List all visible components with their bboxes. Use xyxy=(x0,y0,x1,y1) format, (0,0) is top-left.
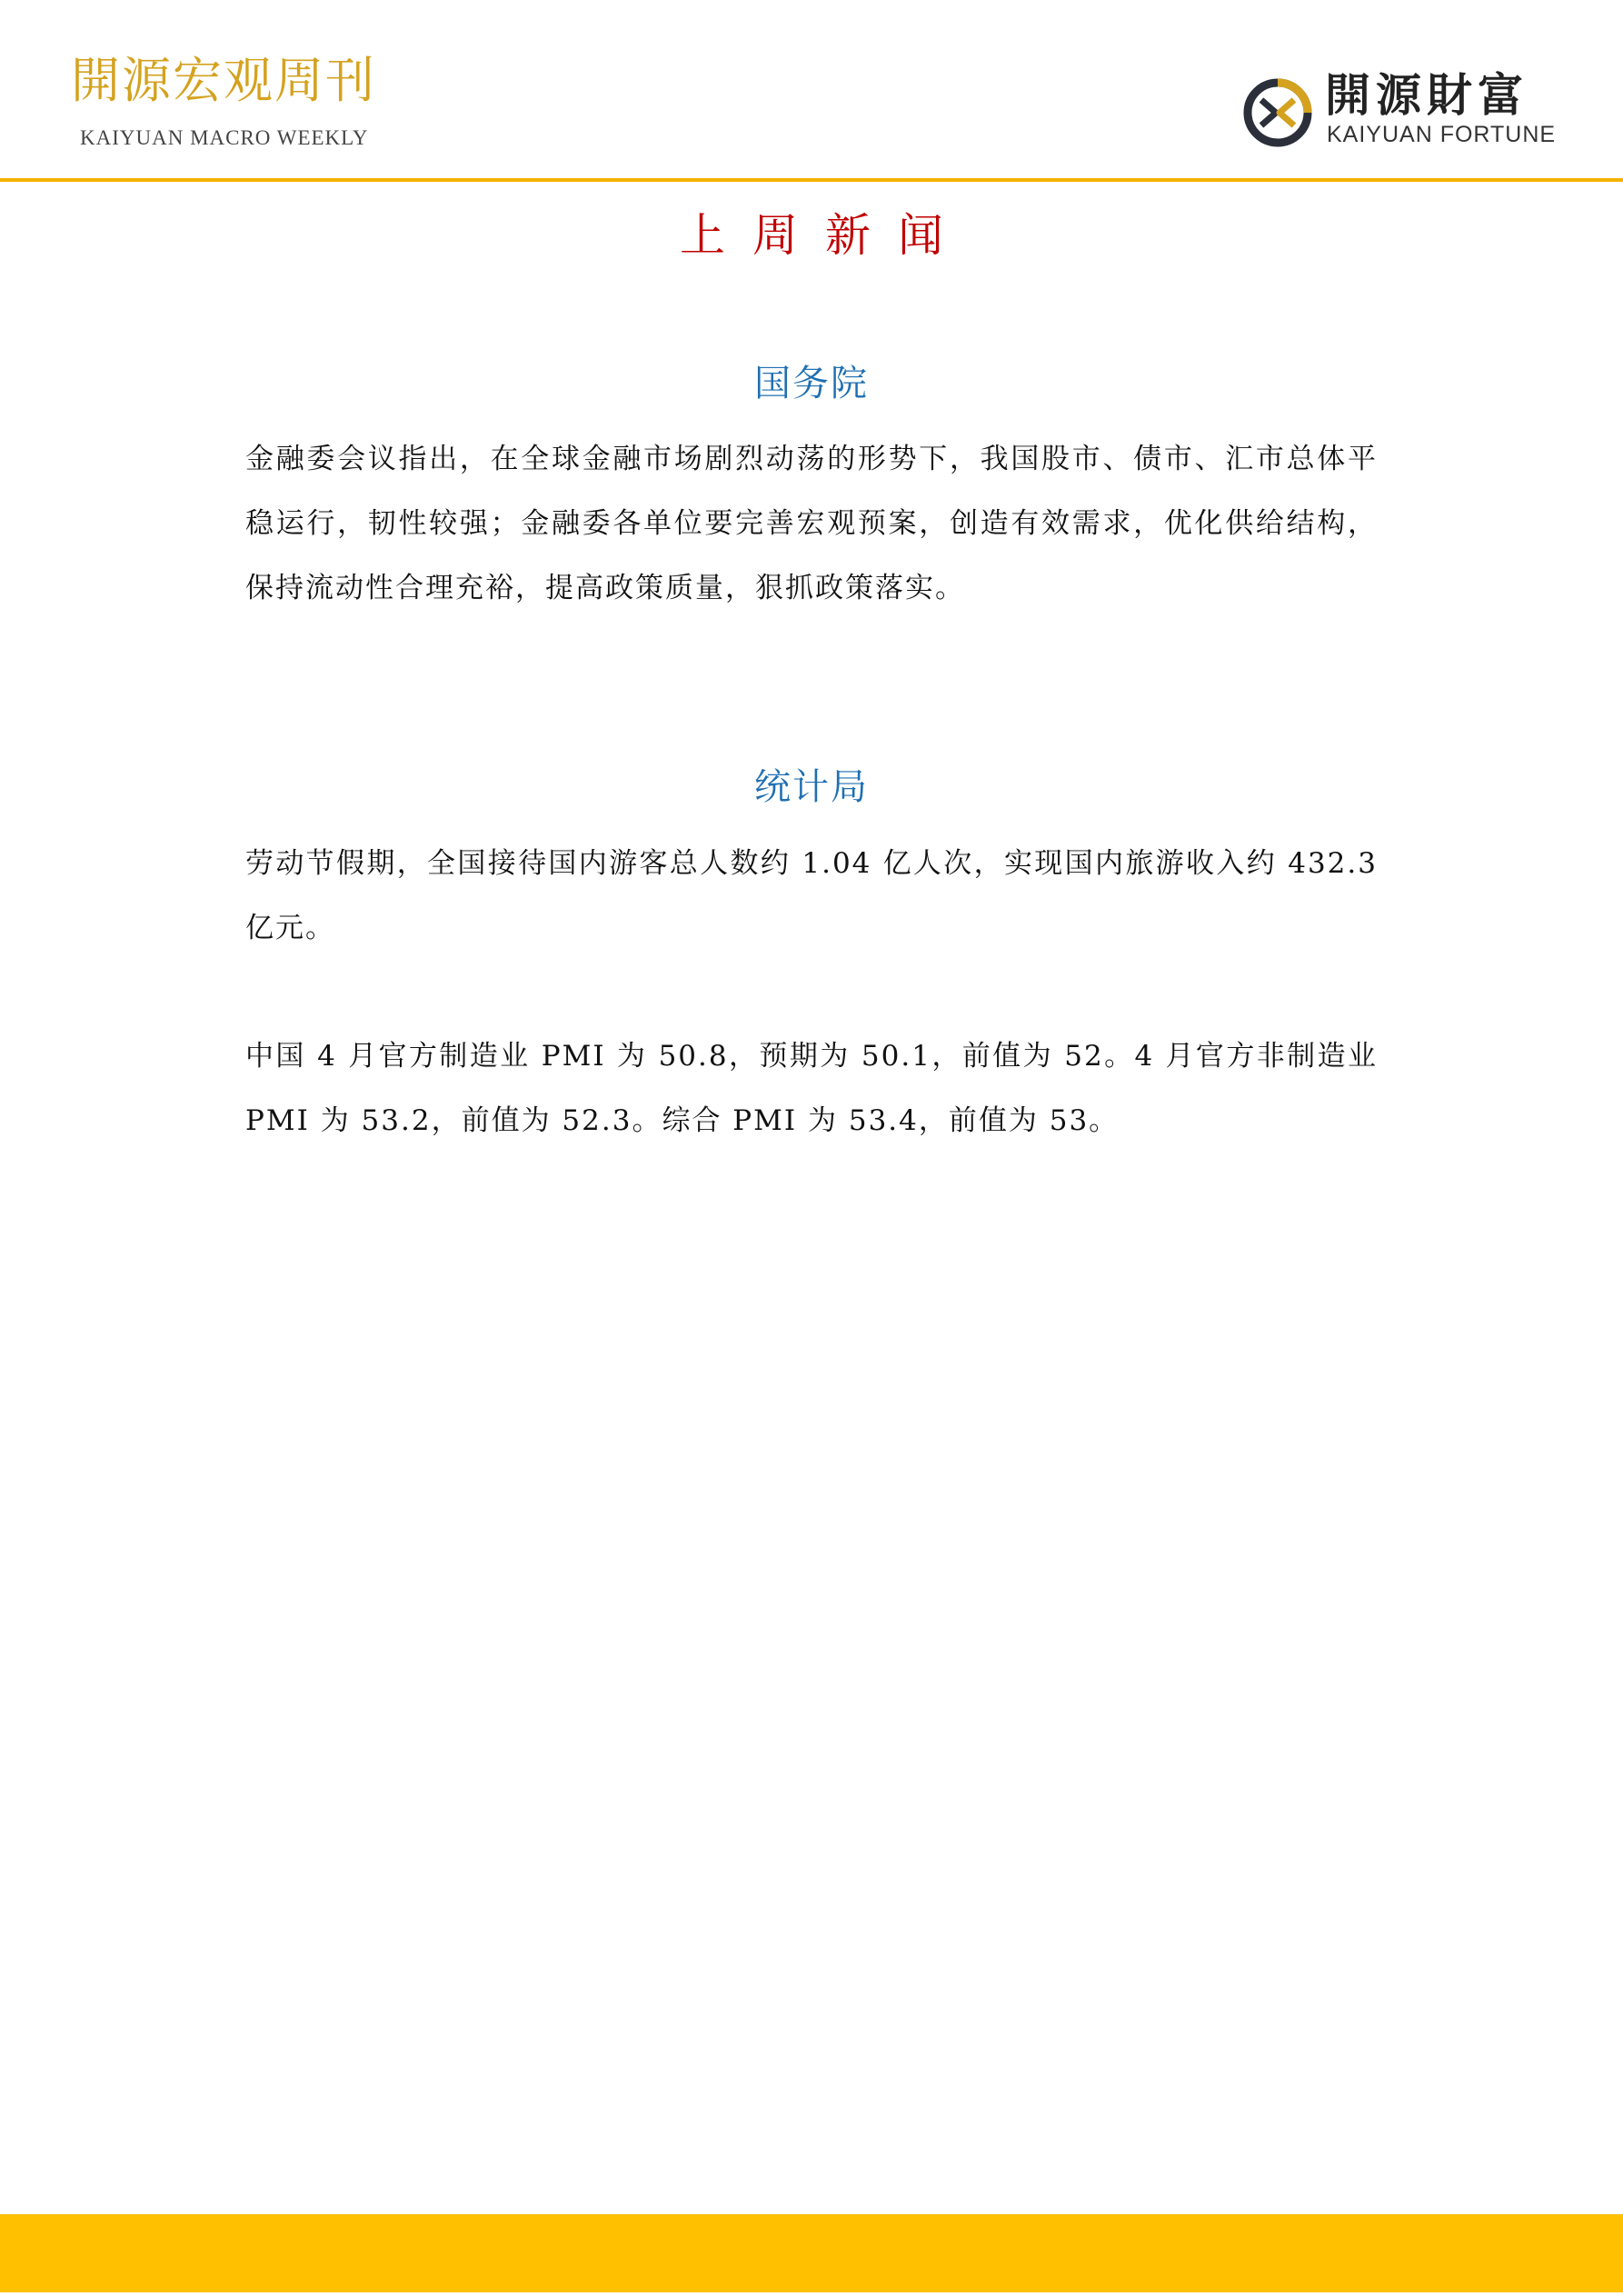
kaiyuan-logo-icon xyxy=(1241,76,1314,149)
logo-english-text: KAIYUAN FORTUNE xyxy=(1327,122,1557,147)
state-council-paragraph: 金融委会议指出，在全球金融市场剧烈动荡的形势下，我国股市、债市、汇市总体平稳运行，韧性较强；金融委各单位要完善宏观预案，创造有效需求，优化供给结构，保持流动性合理充裕，提高政策质量，狠抓政策落实。 xyxy=(245,443,1378,604)
pmi-paragraph: 中国 4 月官方制造业 PMI 为 50.8，预期为 50.1，前值为 52。4 月官方非制造业 PMI 为 53.2，前值为 52.3。综合 PMI 为 53.4，前值为 53。 xyxy=(245,1040,1378,1137)
page-title: 上周新闻 xyxy=(680,209,971,262)
footer-bar xyxy=(0,2214,1623,2292)
logo-chinese-text: 開源財富 xyxy=(1325,69,1528,122)
header-divider xyxy=(0,178,1623,182)
report-title: 開源宏观周刊 xyxy=(71,52,376,109)
holiday-tourism-paragraph: 劳动节假期，全国接待国内游客总人数约 1.04 亿人次，实现国内旅游收入约 432.3 亿元。 xyxy=(245,847,1378,944)
section-title-state-council: 国务院 xyxy=(754,363,869,404)
kaiyuan-fortune-logo xyxy=(1241,69,1568,155)
section-title-statistics-bureau: 统计局 xyxy=(754,766,869,808)
report-subtitle: KAIYUAN MACRO WEEKLY xyxy=(80,126,369,149)
